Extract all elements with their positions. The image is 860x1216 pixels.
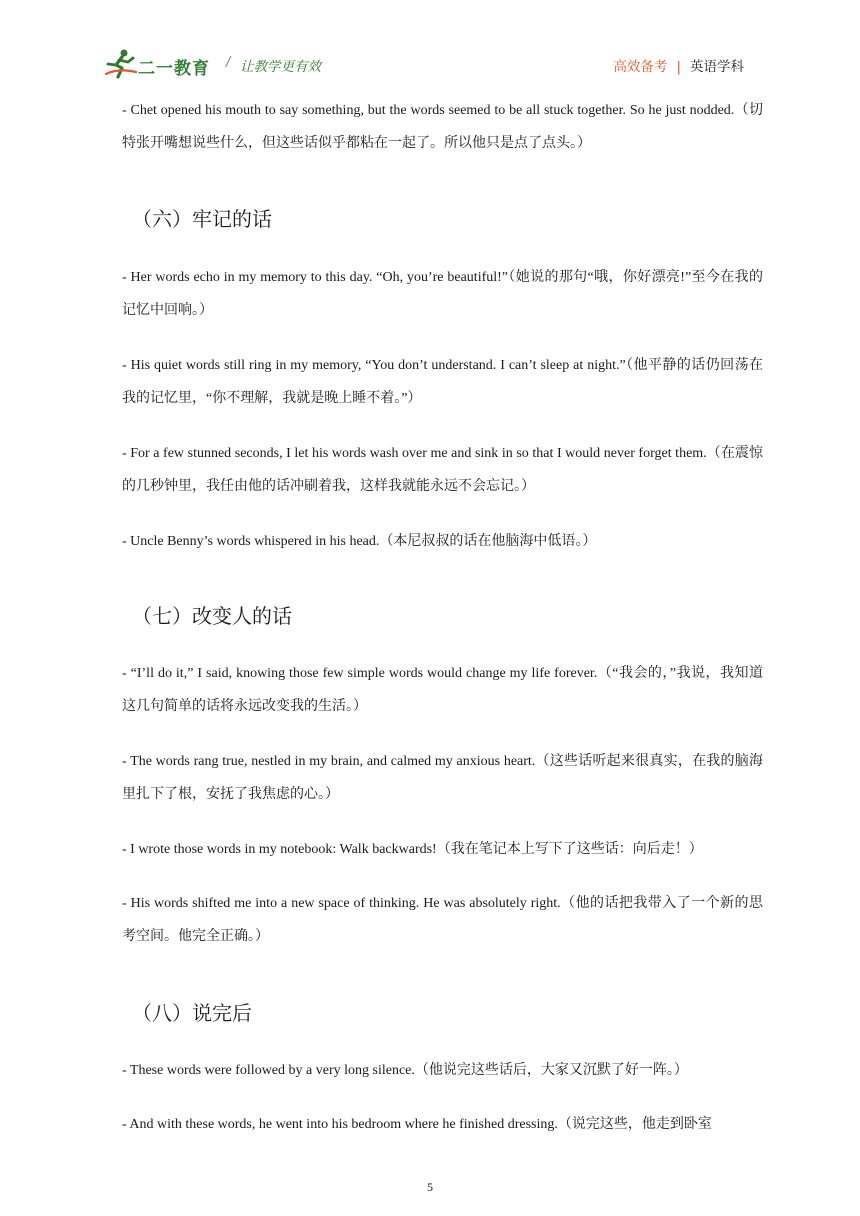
slogan-divider: /	[226, 55, 231, 70]
slogan: 让教学更有效	[240, 59, 321, 75]
paragraph: - For a few stunned seconds, I let his words wash over me and sink in so that I would never forget them.（在震惊的几秒钟里，我任由他的话冲刷着我，这样我就能永远不会忘记。）	[122, 446, 763, 494]
page-number: 5	[427, 1180, 433, 1194]
page-header	[104, 44, 764, 84]
header-tags	[613, 55, 744, 75]
logo-text: 二一教育	[138, 59, 210, 79]
paragraph: - And with these words, he went into his bedroom where he finished dressing.（说完这些，他走到卧室	[122, 1117, 712, 1132]
runner-logo-icon	[104, 48, 138, 80]
paragraph: - These words were followed by a very long silence.（他说完这些话后，大家又沉默了好一阵。）	[122, 1063, 688, 1078]
tag-subject: 英语学科	[690, 59, 744, 75]
logo	[104, 48, 224, 80]
paragraph: - I wrote those words in my notebook: Walk backwards!（我在笔记本上写下了这些话：向后走！）	[122, 842, 703, 857]
tag-prep: 高效备考	[613, 59, 668, 75]
paragraph: - His words shifted me into a new space of thinking. He was absolutely right.（他的话把我带入了一个新的思考空间。他完全正确。）	[122, 896, 763, 944]
paragraph: - Chet opened his mouth to say something, but the words seemed to be all stuck together. So he just nodded.（切特张开嘴想说些什么，但这些话似乎都粘在一起了。所以他只是点了点头。）	[122, 103, 763, 151]
section-heading: （六）牢记的话	[132, 207, 272, 231]
paragraph: - The words rang true, nestled in my brain, and calmed my anxious heart.（这些话听起来很真实，在我的脑海里扎下了根，安抚了我焦虑的心。）	[122, 754, 763, 802]
paragraph: - Uncle Benny’s words whispered in his head.（本尼叔叔的话在他脑海中低语。）	[122, 534, 597, 549]
paragraph: - “I’ll do it,” I said, knowing those few simple words would change my life forever.（“我会的，”我说，我知道这几句简单的话将永远改变我的生活。）	[122, 666, 763, 714]
tag-separator: |	[676, 59, 681, 75]
section-heading: （八）说完后	[132, 1001, 252, 1025]
paragraph: - Her words echo in my memory to this day. “Oh, you’re beautiful!”（她说的那句“哦，你好漂亮!”至今在我的记忆中回响。）	[122, 270, 763, 318]
section-heading: （七）改变人的话	[132, 604, 292, 628]
paragraph: - His quiet words still ring in my memory, “You don’t understand. I can’t sleep at night.”（他平静的话仍回荡在我的记忆里，“你不理解，我就是晚上睡不着。”）	[122, 358, 763, 406]
